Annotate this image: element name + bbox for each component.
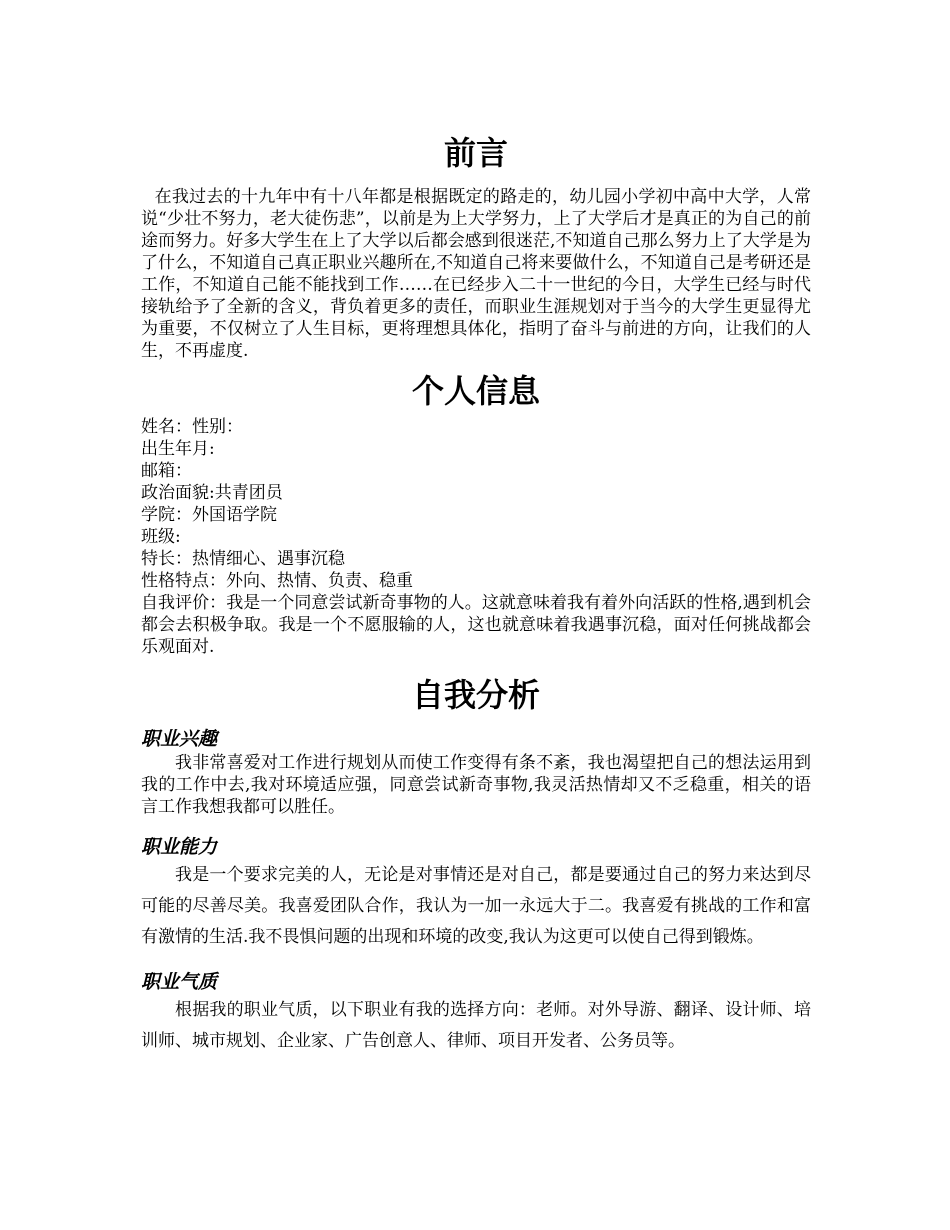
info-email: 邮箱： xyxy=(141,461,192,481)
career-interest-body: 我非常喜爱对工作进行规划从而使工作变得有条不紊，我也渴望把自己的想法运用到我的工作中去,我对环境适应强，同意尝试新奇事物,我灵活热情却又不乏稳重，相关的语言工作我想我都可以胜任。 xyxy=(141,753,811,817)
career-temperament-body: 根据我的职业气质，以下职业有我的选择方向：老师。对外导游、翻译、设计师、培训师、城市规划、企业家、广告创意人、律师、项目开发者、公务员等。 xyxy=(141,1000,811,1051)
career-ability-body: 我是一个要求完美的人，无论是对事情还是对自己，都是要通过自己的努力来达到尽可能的尽善尽美。我喜爱团队合作，我认为一加一永远大于二。我喜爱有挑战的工作和富有激情的生活.我不畏惧问题的出现和环境的改变,我认为这更可以使自己得到锻炼。 xyxy=(141,865,811,947)
info-name-gender: 姓名：性别： xyxy=(141,417,243,437)
info-personality: 性格特点：外向、热情、负责、稳重 xyxy=(141,571,413,591)
personal-info-list xyxy=(141,416,811,658)
info-political-status: 政治面貌:共青团员 xyxy=(141,483,283,503)
preface-body: 在我过去的十九年中有十八年都是根据既定的路走的，幼儿园小学初中高中大学，人常说“少壮不努力，老大徒伤悲”，以前是为上大学努力，上了大学后才是真正的为自己的前途而努力。好多大学生在上了大学以后都会感到很迷茫,不知道自己那么努力上了大学是为了什么，不知道自己真正职业兴趣所在,不知道自己将来要做什么，不知道自己是考研还是工作，不知道自己能不能找到工作……在已经步入二十一世纪的今日，大学生已经与时代接轨给予了全新的含义，背负着更多的责任，而职业生涯规划对于当今的大学生更显得尤为重要，不仅树立了人生目标，更将理想具体化，指明了奋斗与前进的方向，让我们的人生，不再虚度. xyxy=(141,187,811,361)
preface-title: 前言 xyxy=(443,134,508,172)
career-interest-heading: 职业兴趣 xyxy=(141,728,218,750)
document-page xyxy=(141,130,811,1057)
career-ability-heading: 职业能力 xyxy=(141,836,218,858)
info-college: 学院：外国语学院 xyxy=(141,505,277,525)
info-self-evaluation: 自我评价：我是一个同意尝试新奇事物的人。这就意味着我有着外向活跃的性格,遇到机会都会去积极争取。我是一个不愿服输的人，这也就意味着我遇事沉稳，面对任何挑战都会乐观面对. xyxy=(141,593,811,657)
info-strengths: 特长：热情细心、遇事沉稳 xyxy=(141,549,345,569)
self-analysis-title: 自我分析 xyxy=(411,676,540,714)
personal-info-title: 个人信息 xyxy=(411,372,540,410)
info-class: 班级: xyxy=(141,527,181,547)
career-temperament-heading: 职业气质 xyxy=(141,971,218,993)
info-birth: 出生年月: xyxy=(141,439,215,459)
